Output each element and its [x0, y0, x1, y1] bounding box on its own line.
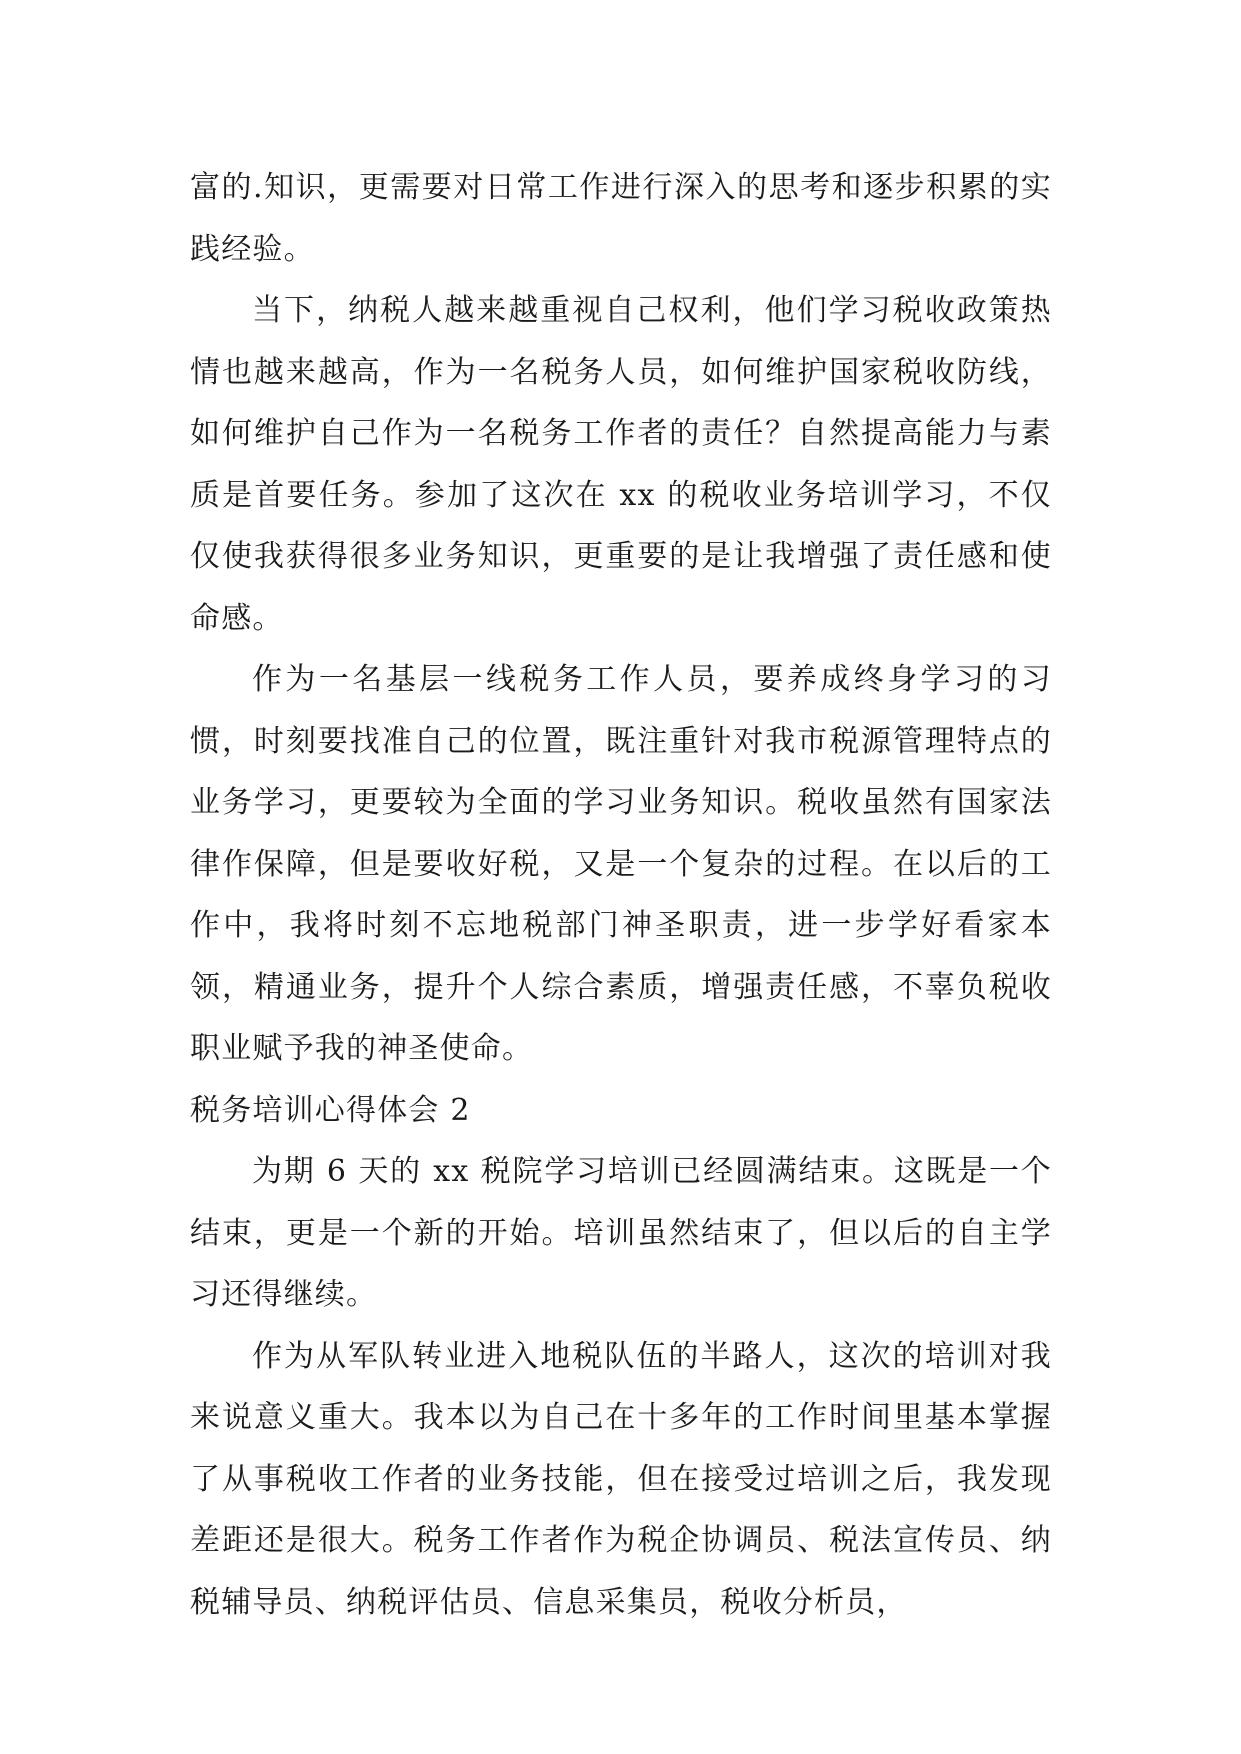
section-heading: 税务培训心得体会 2 — [190, 1092, 471, 1128]
paragraph-3: 作为一名基层一线税务工作人员，要养成终身学习的习惯，时刻要找准自己的位置，既注重针对我市税源管理特点的业务学习，更要较为全面的学习业务知识。税收虽然有国家法律作保障，但是要收好税，又是一个复杂的过程。在以后的工作中，我将时刻不忘地税部门神圣职责，进一步学好看家本领，精通业务，提升个人综合素质，增强责任感，不辜负税收职业赋予我的神圣使命。 — [190, 662, 1052, 1066]
paragraph-2: 当下，纳税人越来越重视自己权利，他们学习税收政策热情也越来越高，作为一名税务人员，如何维护国家税收防线，如何维护自己作为一名税务工作者的责任？自然提高能力与素质是首要任务。参加了这次在 xx 的税收业务培训学习，不仅仅使我获得很多业务知识，更重要的是让我增强了责任感和使命感。 — [190, 293, 1052, 636]
paragraph-5: 作为从军队转业进入地税队伍的半路人，这次的培训对我来说意义重大。我本以为自己在十多年的工作时间里基本掌握了从事税收工作者的业务技能，但在接受过培训之后，我发现差距还是很大。税务工作者作为税企协调员、税法宣传员、纳税辅导员、纳税评估员、信息采集员，税收分析员， — [190, 1338, 1052, 1620]
document-body — [190, 157, 1052, 1633]
paragraph-1: 富的.知识，更需要对日常工作进行深入的思考和逐步积累的实践经验。 — [190, 170, 1052, 267]
paragraph-4: 为期 6 天的 xx 税院学习培训已经圆满结束。这既是一个结束，更是一个新的开始。培训虽然结束了，但以后的自主学习还得继续。 — [190, 1154, 1052, 1312]
